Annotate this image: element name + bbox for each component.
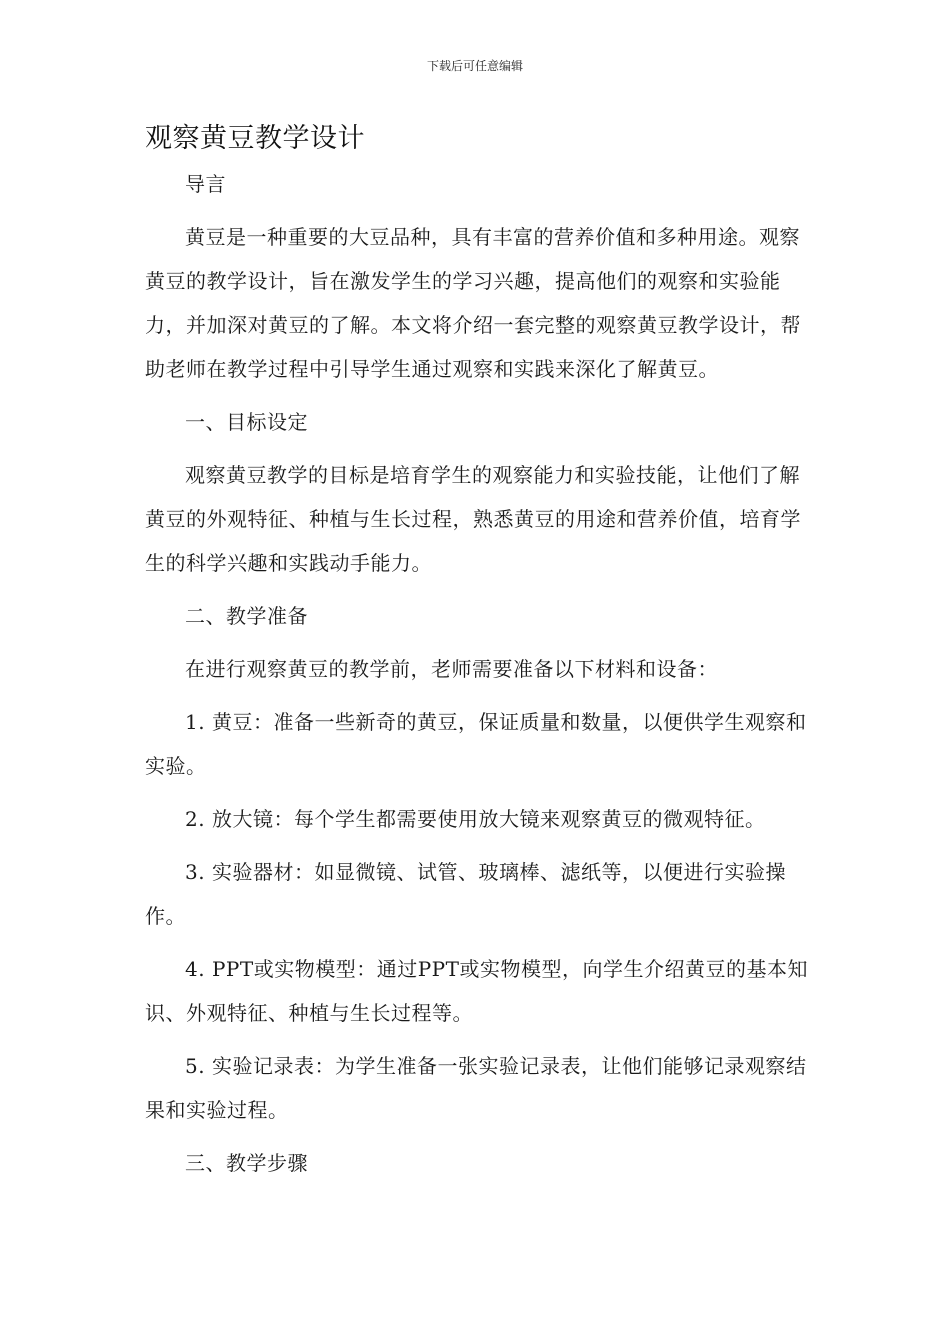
- document-title: 观察黄豆教学设计: [145, 123, 365, 154]
- list-item-3: 3. 实验器材：如显微镜、试管、玻璃棒、滤纸等，以便进行实验操作。: [145, 860, 786, 928]
- section2-paragraph: 在进行观察黄豆的教学前，老师需要准备以下材料和设备：: [185, 657, 718, 681]
- intro-heading: 导言: [185, 172, 226, 196]
- list-item-5: 5. 实验记录表：为学生准备一张实验记录表，让他们能够记录观察结果和实验过程。: [145, 1054, 807, 1122]
- intro-paragraph: 黄豆是一种重要的大豆品种，具有丰富的营养价值和多种用途。观察黄豆的教学设计，旨在激发学生的学习兴趣，提高他们的观察和实验能力，并加深对黄豆的了解。本文将介绍一套完整的观察黄豆教学设计，帮助老师在教学过程中引导学生通过观察和实践来深化了解黄豆。: [145, 225, 801, 381]
- header-note: 下载后可任意编辑: [426, 59, 523, 73]
- list-item-2: 2. 放大镜：每个学生都需要使用放大镜来观察黄豆的微观特征。: [185, 807, 766, 831]
- section3-heading: 三、教学步骤: [185, 1151, 308, 1175]
- list-item-4: 4. PPT或实物模型：通过PPT或实物模型，向学生介绍黄豆的基本知识、外观特征、种植与生长过程等。: [145, 957, 808, 1025]
- list-item-1: 1. 黄豆：准备一些新奇的黄豆，保证质量和数量，以便供学生观察和实验。: [145, 710, 807, 778]
- document-body: [145, 162, 815, 1185]
- section1-paragraph: 观察黄豆教学的目标是培育学生的观察能力和实验技能，让他们了解黄豆的外观特征、种植与生长过程，熟悉黄豆的用途和营养价值，培育学生的科学兴趣和实践动手能力。: [145, 463, 801, 575]
- section2-heading: 二、教学准备: [185, 604, 308, 628]
- section1-heading: 一、目标设定: [185, 410, 308, 434]
